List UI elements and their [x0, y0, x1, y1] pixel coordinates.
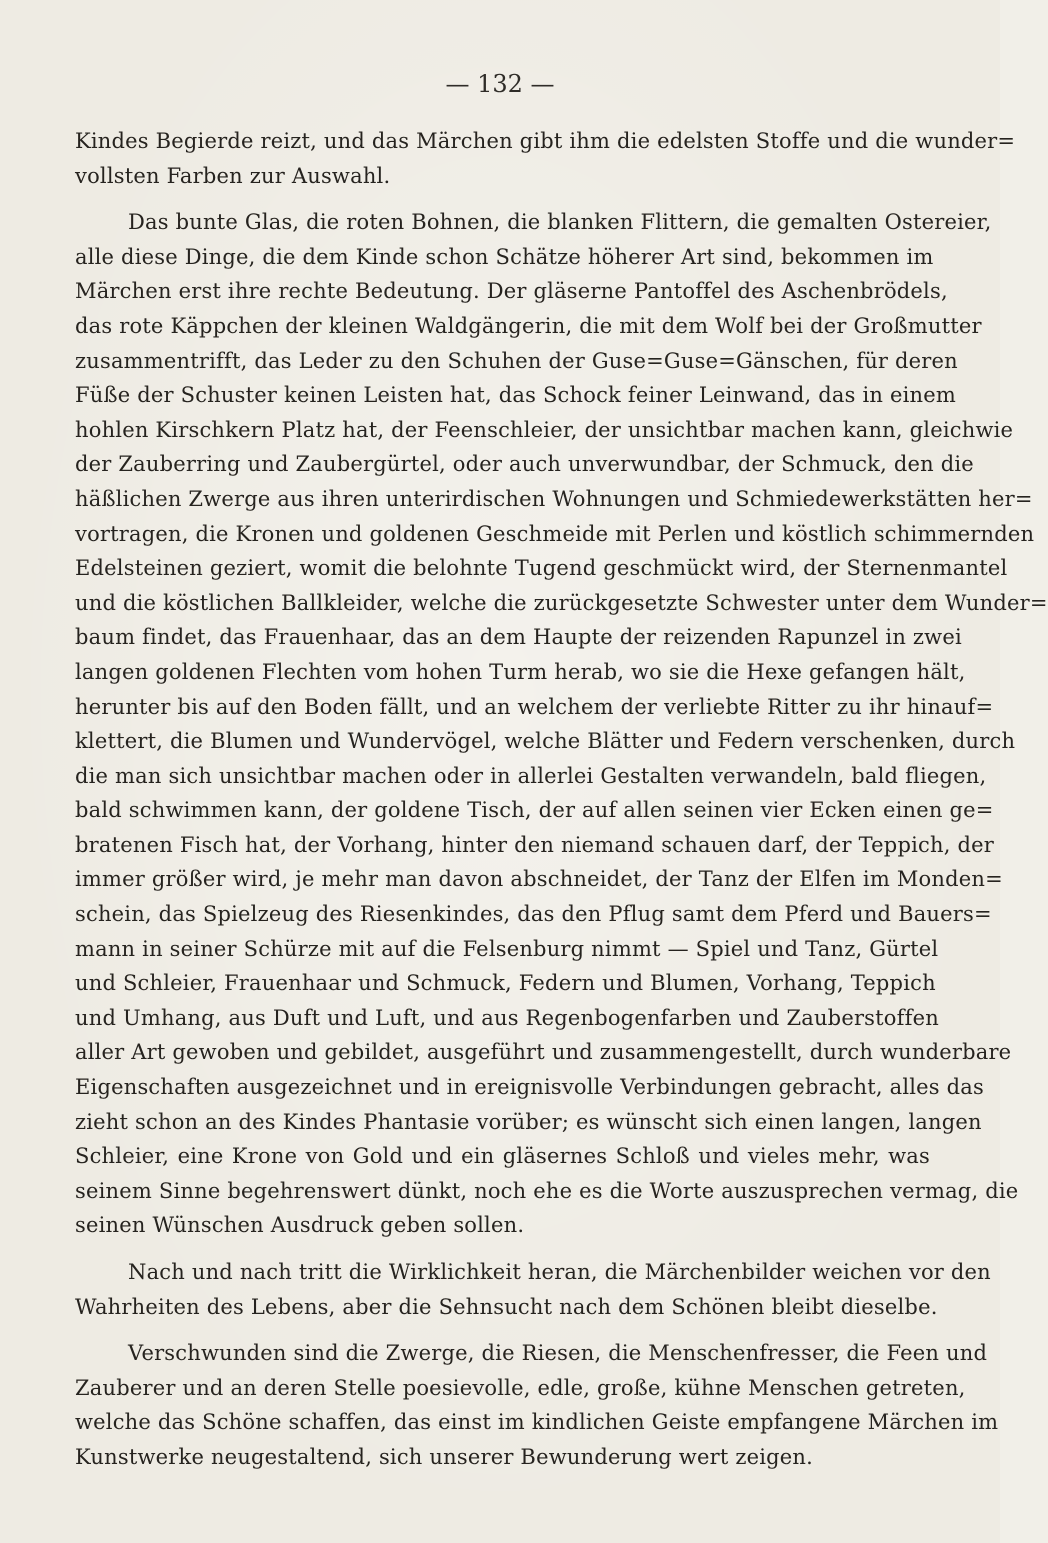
text-line: alle diese Dinge, die dem Kinde schon Schätze höherer Art sind, bekommen im [75, 244, 934, 269]
text-line: schein, das Spielzeug des Riesenkindes, das den Pflug samt dem Pferd und Bauers= [75, 902, 992, 927]
paragraph [75, 1336, 999, 1474]
text-line: seinem Sinne begehrenswert dünkt, noch ehe es die Worte auszusprechen vermag, die [75, 1178, 1019, 1203]
paragraph-gap [75, 193, 930, 205]
text-line: der Zauberring und Zaubergürtel, oder auch unverwundbar, der Schmuck, den die [75, 452, 974, 477]
text-line: Kunstwerke neugestaltend, sich unserer Bewunderung wert zeigen. [75, 1444, 814, 1469]
text-line: immer größer wird, je mehr man davon abschneidet, der Tanz der Elfen im Monden= [75, 867, 1003, 892]
text-line: und die köstlichen Ballkleider, welche die zurückgesetzte Schwester unter dem Wunder= [75, 590, 1048, 615]
paragraph [75, 205, 1048, 1243]
text-line: bald schwimmen kann, der goldene Tisch, der auf allen seinen vier Ecken einen ge= [75, 798, 994, 823]
paragraph [75, 1255, 991, 1324]
text-line: die man sich unsichtbar machen oder in allerlei Gestalten verwandeln, bald fliegen, [75, 763, 987, 788]
text-line: hohlen Kirschkern Platz hat, der Feenschleier, der unsichtbar machen kann, gleichwie [75, 417, 1014, 442]
paragraph [75, 124, 1016, 193]
paragraph-gap [75, 1324, 930, 1336]
text-line: Schleier, eine Krone von Gold und ein gläsernes Schloß und vieles mehr, was [75, 1144, 930, 1169]
text-line: langen goldenen Flechten vom hohen Turm herab, wo sie die Hexe gefangen hält, [75, 659, 966, 684]
text-line: vortragen, die Kronen und goldenen Geschmeide mit Perlen und köstlich schimmernden [75, 521, 1035, 546]
paragraph-gap [75, 1243, 930, 1255]
text-line: Das bunte Glas, die roten Bohnen, die blanken Flittern, die gemalten Ostereier, [128, 210, 992, 235]
text-line: baum findet, das Frauenhaar, das an dem Haupte der reizenden Rapunzel in zwei [75, 625, 962, 650]
text-line: zieht schon an des Kindes Phantasie vorüber; es wünscht sich einen langen, langen [75, 1109, 982, 1134]
text-line: Füße der Schuster keinen Leisten hat, das Schock feiner Leinwand, das in einem [75, 383, 956, 408]
text-line: bratenen Fisch hat, der Vorhang, hinter den niemand schauen darf, der Teppich, der [75, 832, 994, 857]
text-line: Verschwunden sind die Zwerge, die Riesen, die Menschenfresser, die Feen und [128, 1341, 988, 1366]
text-line: Märchen erst ihre rechte Bedeutung. Der gläserne Pantoffel des Aschenbrödels, [75, 279, 948, 304]
text-line: Eigenschaften ausgezeichnet und in ereignisvolle Verbindungen gebracht, alles das [75, 1075, 984, 1100]
text-line: Wahrheiten des Lebens, aber die Sehnsucht nach dem Schönen bleibt dieselbe. [75, 1294, 938, 1319]
text-line: herunter bis auf den Boden fällt, und an welchem der verliebte Ritter zu ihr hinauf= [75, 694, 994, 719]
text-line: vollsten Farben zur Auswahl. [75, 163, 391, 188]
text-line: Edelsteinen geziert, womit die belohnte Tugend geschmückt wird, der Sternenmantel [75, 556, 1008, 581]
text-line: das rote Käppchen der kleinen Waldgängerin, die mit dem Wolf bei der Großmutter [75, 313, 982, 338]
page-number: — 132 — [445, 70, 555, 98]
text-line: mann in seiner Schürze mit auf die Felsenburg nimmt — Spiel und Tanz, Gürtel [75, 936, 939, 961]
body-text [75, 124, 1048, 1475]
text-line: aller Art gewoben und gebildet, ausgeführt und zusammengestellt, durch wunderbare [75, 1040, 1012, 1065]
text-line: seinen Wünschen Ausdruck geben sollen. [75, 1213, 525, 1238]
text-line: und Schleier, Frauenhaar und Schmuck, Federn und Blumen, Vorhang, Teppich [75, 971, 936, 996]
text-line: Nach und nach tritt die Wirklichkeit heran, die Märchenbilder weichen vor den [128, 1260, 991, 1284]
text-line: häßlichen Zwerge aus ihren unterirdischen Wohnungen und Schmiedewerkstätten her= [75, 486, 1033, 511]
text-line: und Umhang, aus Duft und Luft, und aus Regenbogenfarben und Zauberstoffen [75, 1005, 939, 1030]
text-line: Kindes Begierde reizt, und das Märchen gibt ihm die edelsten Stoffe und die wunder= [75, 129, 1016, 153]
text-line: Zauberer und an deren Stelle poesievolle, edle, große, kühne Menschen getreten, [75, 1375, 966, 1400]
text-line: zusammentrifft, das Leder zu den Schuhen der Guse=Guse=Gänschen, für deren [75, 348, 958, 373]
text-line: welche das Schöne schaffen, das einst im kindlichen Geiste empfangene Märchen im [75, 1410, 999, 1435]
text-line: klettert, die Blumen und Wundervögel, welche Blätter und Federn verschenken, durch [75, 729, 1016, 754]
